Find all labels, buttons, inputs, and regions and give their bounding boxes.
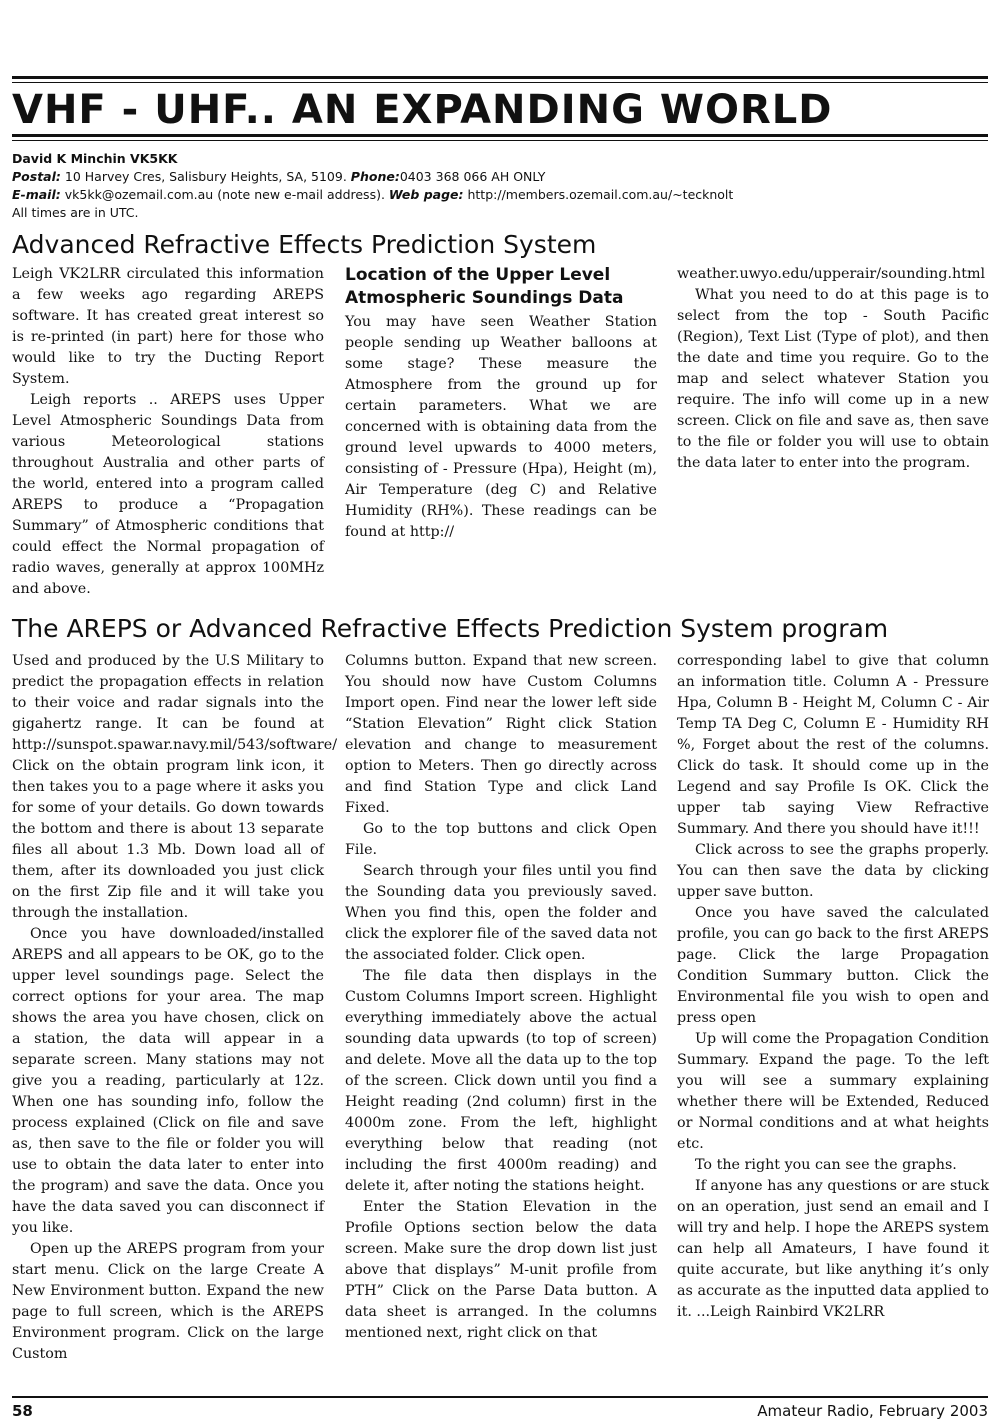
section2-column-3 bbox=[677, 651, 989, 1323]
paragraph: Once you have downloaded/installed AREPS and all appears to be OK, go to the upper level soundings page. Select the correct options for your area. The map shows the area you have chosen, click on a station, the data will appear in a separate screen. Many stations may not give you a reading, particularly at 12z. When one has sounding info, follow the process explained (Click on file and save as, then save to the file or folder you will use to obtain the data later to enter into the program) and save the data. Once you have the data saved you can disconnect if you like. bbox=[12, 926, 324, 1236]
paragraph: Click across to see the graphs properly. You can then save the data by clicking upper save button. bbox=[677, 842, 989, 900]
top-rule bbox=[12, 76, 988, 79]
paragraph: Leigh VK2LRR circulated this information a few weeks ago regarding AREPS software. It has created great interest so is re-printed (in part) here for those who would like to try the Ducting Report System. bbox=[12, 266, 324, 387]
paragraph: weather.uwyo.edu/upperair/sounding.html bbox=[677, 266, 986, 282]
email-label: E-mail: bbox=[12, 187, 61, 202]
section1-heading: Advanced Refractive Effects Prediction System bbox=[12, 230, 597, 259]
section1-column-2 bbox=[345, 264, 657, 543]
paragraph: Go to the top buttons and click Open File. bbox=[345, 821, 657, 858]
phone-number: 0403 368 066 AH ONLY bbox=[399, 169, 546, 184]
web-address: http://members.ozemail.com.au/~tecknolt bbox=[467, 187, 734, 202]
section2-heading: The AREPS or Advanced Refractive Effects Prediction System program bbox=[12, 614, 889, 643]
paragraph: To the right you can see the graphs. bbox=[695, 1157, 957, 1173]
paragraph: corresponding label to give that column an information title. Column A - Pressure Hpa, Column B - Height M, Column C - Air Temp TA Deg C, Column E - Humidity RH %, Forget about the rest of the columns. Click do task. It should come up in the Legend and say Profile Is OK. Click the upper tab saying View Refractive Summary. And there you should have it!!! bbox=[677, 653, 989, 837]
top-rule-thin bbox=[12, 82, 988, 83]
paragraph: You may have seen Weather Station people sending up Weather balloons at some stage? These measure the Atmosphere from the ground up for certain parameters. What we are concerned with is obtaining data from the ground level upwards to 4000 meters, consisting of - Pressure (Hpa), Height (m), Air Temperature (deg C) and Relative Humidity (RH%). These readings can be found at http:// bbox=[345, 314, 657, 540]
page-number: 58 bbox=[12, 1402, 33, 1420]
author-block bbox=[12, 150, 988, 222]
paragraph: What you need to do at this page is to select from the top - South Pacific (Region), Text List (Type of plot), and then the date and time you require. Go to the map and select whatever Station you require. The info will come up in a new screen. Click on file and save as, then save to the file or folder you will use to obtain the data later to enter into the program. bbox=[677, 287, 989, 471]
phone-label: Phone: bbox=[350, 169, 400, 184]
paragraph: Search through your files until you find the Sounding data you previously saved. When you find this, open the folder and click the explorer file of the saved data not the associated folder. Click open. bbox=[345, 863, 657, 963]
footer-rule bbox=[12, 1396, 988, 1398]
title-rule bbox=[12, 134, 988, 137]
web-label: Web page: bbox=[388, 187, 464, 202]
postal-address: 10 Harvey Cres, Salisbury Heights, SA, 5109. bbox=[64, 169, 347, 184]
times-note: All times are in UTC. bbox=[12, 205, 139, 220]
section2-column-2 bbox=[345, 651, 657, 1344]
paragraph: Enter the Station Elevation in the Profile Options section below the data screen. Make sure the drop down list just above that displays” M-unit profile from PTH” Click on the Parse Data button. A data sheet is arranged. In the columns mentioned next, right click on that bbox=[345, 1199, 657, 1341]
paragraph: If anyone has any questions or are stuck on an operation, just send an email and I will try and help. I hope the AREPS system can help all Amateurs, I have found it quite accurate, but like anything it’s only as accurate as the inputted data applied to it. ...Leigh Rainbird VK2LRR bbox=[677, 1178, 989, 1320]
paragraph: The file data then displays in the Custom Columns Import screen. Highlight everything immediately above the actual sounding data upwards (to top of screen) and delete. Move all the data up to the top of the screen. Click down until you find a Height reading (2nd column) first in the 4000m zone. From the left, highlight everything below that reading (not including the first 4000m reading) and delete it, after noting the stations height. bbox=[345, 968, 657, 1194]
paragraph: Once you have saved the calculated profile, you can go back to the first AREPS page. Click the large Propagation Condition Summary button. Click the Environmental file you wish to open and press open bbox=[677, 905, 989, 1026]
section2-column-1 bbox=[12, 651, 338, 1365]
paragraph: Leigh reports .. AREPS uses Upper Level Atmospheric Soundings Data from various Meteorological stations throughout Australia and other parts of the world, entered into a program called AREPS to produce a “Propagation Summary” of Atmospheric conditions that could effect the Normal propagation of radio waves, generally at approx 100MHz and above. bbox=[12, 392, 324, 597]
page-title: VHF - UHF.. AN EXPANDING WORLD bbox=[12, 87, 833, 133]
author-name: David K Minchin VK5KK bbox=[12, 151, 178, 166]
paragraph: Up will come the Propagation Condition Summary. Expand the page. To the left you will see a summary explaining whether there will be Extended, Reduced or Normal conditions and at what heights etc. bbox=[677, 1031, 989, 1152]
publication-info: Amateur Radio, February 2003 bbox=[757, 1402, 988, 1420]
email-address: vk5kk@ozemail.com.au (note new e-mail address). bbox=[64, 187, 385, 202]
paragraph: Used and produced by the U.S Military to predict the propagation effects in relation to their voice and radar signals into the gigahertz range. It can be found at http://sunspot.spawar.navy.mil/543/software/ Click on the obtain program link icon, it then takes you to a page where it asks you for some of your details. Go down towards the bottom and there is about 13 separate files all about 1.3 Mb. Down load all of them, after its downloaded you just click on the first Zip file and it will take you through the installation. bbox=[12, 653, 338, 921]
title-rule-thin bbox=[12, 140, 988, 141]
section1-column-1 bbox=[12, 264, 324, 600]
subheading-location: Location of the Upper Level Atmospheric Soundings Data bbox=[345, 265, 624, 308]
postal-label: Postal: bbox=[12, 169, 61, 184]
paragraph: Columns button. Expand that new screen. You should now have Custom Columns Import open. Find near the lower left side “Station Elevation” Right click Station elevation and change to measurement option to Meters. Then go directly across and find Station Type and click Land Fixed. bbox=[345, 653, 657, 816]
paragraph: Open up the AREPS program from your start menu. Click on the large Create A New Environment button. Expand the new page to full screen, which is the AREPS Environment program. Click on the large Custom bbox=[12, 1241, 324, 1362]
section1-column-3 bbox=[677, 264, 989, 474]
